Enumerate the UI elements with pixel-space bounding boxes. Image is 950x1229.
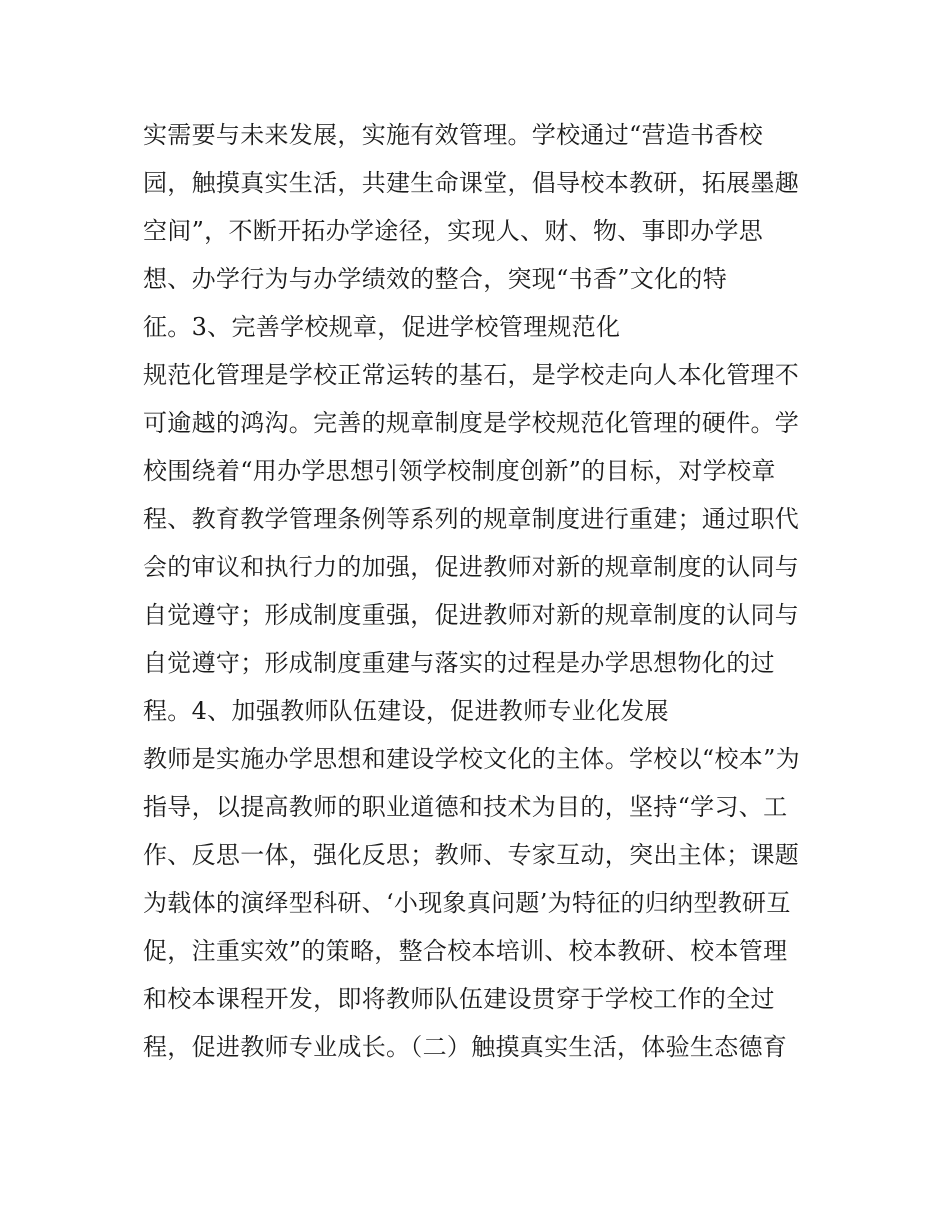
body-text [143, 111, 823, 1071]
text-line: 指导，以提高教师的职业道德和技术为目的，坚持“学习、工 [143, 793, 788, 821]
text-line: 空间”，不断开拓办学途径，实现人、财、物、事即办学思 [143, 217, 764, 245]
text-line: 作、反思一体，强化反思；教师、专家互动，突出主体；课题 [143, 841, 800, 869]
text-line: 自觉遵守；形成制度重强，促进教师对新的规章制度的认同与 [143, 601, 800, 629]
text-line: 实需要与未来发展，实施有效管理。学校通过“营造书香校 [143, 121, 764, 149]
text-line: 校围绕着“用办学思想引领学校制度创新”的目标，对学校章 [143, 457, 776, 485]
text-line: 自觉遵守；形成制度重建与落实的过程是办学思想物化的过 [143, 649, 775, 677]
text-line: 可逾越的鸿沟。完善的规章制度是学校规范化管理的硬件。学 [143, 409, 800, 437]
section-heading-line: 征。3、完善学校规章，促进学校管理规范化 [143, 313, 621, 341]
text-line: 促，注重实效”的策略，整合校本培训、校本教研、校本管理 [143, 937, 788, 965]
text-line: 会的审议和执行力的加强，促进教师对新的规章制度的认同与 [143, 553, 800, 581]
text-line: 为载体的演绎型科研、‘小现象真问题’为特征的归纳型教研互 [143, 889, 791, 917]
text-line: 和校本课程开发，即将教师队伍建设贯穿于学校工作的全过 [143, 985, 775, 1013]
text-line: 程，促进教师专业成长。（二）触摸真实生活，体验生态德育 [143, 1033, 788, 1061]
section-heading-line: 程。4、加强教师队伍建设，促进教师专业化发展 [143, 697, 669, 725]
text-line: 想、办学行为与办学绩效的整合，突现“书香”文化的特 [143, 265, 728, 293]
text-line: 教师是实施办学思想和建设学校文化的主体。学校以“校本”为 [143, 745, 800, 773]
text-line: 程、教育教学管理条例等系列的规章制度进行重建；通过职代 [143, 505, 800, 533]
text-line: 规范化管理是学校正常运转的基石，是学校走向人本化管理不 [143, 361, 800, 389]
text-line: 园，触摸真实生活，共建生命课堂，倡导校本教研，拓展墨趣 [143, 169, 800, 197]
